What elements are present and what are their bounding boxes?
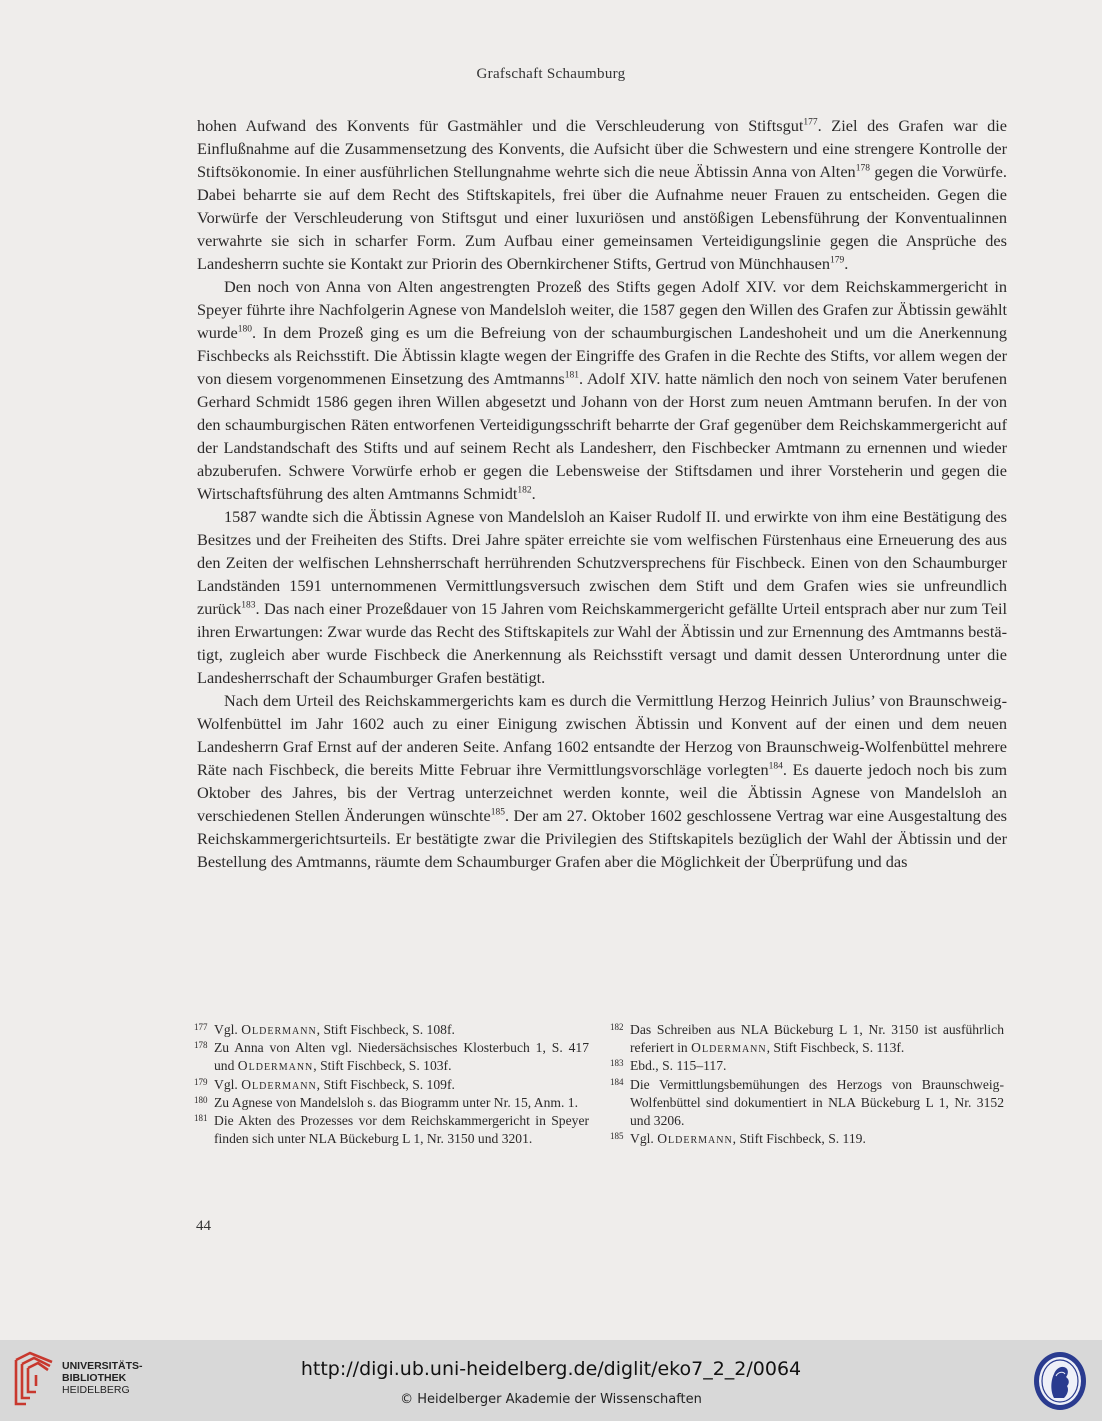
footnote-number: 179 [194,1076,208,1087]
author-name: Oldermann [241,1022,317,1037]
footnotes-right-column [610,1021,1004,1148]
footer-bar [0,1340,1102,1421]
footnote-number: 182 [610,1022,624,1032]
footnote-ref: 179 [830,255,845,266]
footnote-number: 184 [610,1076,624,1087]
footnote-number: 181 [194,1113,208,1124]
footnote-ref: 183 [241,600,256,611]
copyright-notice: © Heidelberger Akademie der Wissenschaften [400,1392,702,1407]
footnote: 182 Das Schreiben aus NLA Bückeburg L 1, Nr. 3150 ist ausführlich referiert in Oldermann, Stift Fischbeck, S. 113f. [610,1022,1004,1056]
footnote: 180 Zu Agnese von Mandelsloh s. das Biogramm unter Nr. 15, Anm. 1. [194,1094,578,1110]
footnote-ref: 178 [855,163,870,174]
footnote: 181 Die Akten des Prozesses vor dem Reichskammergericht in Speyer finden sich unter NLA Bückeburg L 1, Nr. 3150 und 3201. [194,1113,589,1147]
footnote: 179 Vgl. Oldermann, Stift Fischbeck, S. 109f. [194,1076,455,1092]
author-name: Oldermann [691,1040,767,1056]
footnote-number: 177 [194,1022,208,1032]
page-number: 44 [196,1218,211,1234]
running-header: Grafschaft Schaumburg [476,66,626,82]
footnote: 184 Die Vermittlungsbemühungen des Herzogs von Braunschweig-Wolfenbüttel sind dokumentiert in NLA Bückeburg L 1, Nr. 3152 und 3206. [610,1076,1004,1129]
footnote-number: 178 [194,1040,208,1051]
paragraph-1: hohen Aufwand des Konvents für Gastmähler und die Verschleuderung von Stiftsgut$^{177}$. Ziel des Grafen war die Einflußnahme auf die Zusammensetzung des Konvents, die Aufsicht über die Schwestern und eine strengere Kontrolle der Stiftsökonomie. In einer ausführlichen Stellungnahme wehrte sich die neue Äbtissin Anna von Alten$^{178}$ gegen die Vorwürfe. Dabei beharrte sie auf dem Recht des Stiftskapitels, frei über die Aufnahme neuer Frauen zu entscheiden. Gegen die Vorwürfe der Verschleuderung von Stiftsgut und einer luxuriösen und anstößigen Lebensführung der Konventualinnen verwahrte sie sich in scharfer Form. Zum Aufbau einer gemeinsamen Verteidigungslinie gegen die Ansprüche des Landesherrn suchte sie Kontakt zur Priorin des Obernkirchener Stifts, Gertrud von Münchhausen$^{179}$. [197,116,1007,273]
author-name: Oldermann [657,1131,733,1147]
main-text [197,114,1007,873]
institution-name: UNIVERSITÄTS- BIBLIOTHEK HEIDELBERG [62,1360,143,1396]
footnote-number: 180 [194,1094,208,1105]
footnote-ref: 185 [490,807,505,818]
paragraph-4: Nach dem Urteil des Reichskammergerichts kam es durch die Vermittlung Herzog Heinrich Julius’ von Braunschweig-Wolfenbüttel im Jahr 1602 auch zu einer Einigung zwischen Äbtissin und Konvent auf der einen und dem neuen Landesherrn Graf Ernst auf der anderen Seite. Anfang 1602 entsandte der Herzog von Braunschweig-Wolfenbüttel mehrere Räte nach Fischbeck, die bereits Mitte Februar ihre Vermittlungsvorschläge vorlegten$^{184}$. Es dauerte jedoch noch bis zum Oktober des Jahres, bis der Vertrag unterzeichnet werden konnte, weil die Äbtissin Agnese von Mandelsloh an verschiedenen Stellen Änderungen wünschte$^{185}$. Der am 27. Oktober 1602 geschlossene Vertrag war eine Ausgestaltung des Reichskammergerichtsurteils. Er bestätigte zwar die Privilegien des Stiftskapitels bezüglich der Wahl der Äbtissin und der Bestellung des Amtmanns, räumte dem Schaumburger Grafen aber die Möglichkeit der Überprüfung und das [197,691,1007,871]
paragraph-3: 1587 wandte sich die Äbtissin Agnese von Mandelsloh an Kaiser Rudolf II. und erwirkte von ihm eine Bestätigung des Besitzes und der Freiheiten des Stifts. Drei Jahre später erreichte sie vom welfischen Fürstenhaus eine Erneuerung des aus den Zeiten der welfischen Lehnsherrschaft herrührenden Schutzversprechens für Fischbeck. Einen von den Schaumburger Landständen 1591 unternommenen Vermittlungsversuch zwischen dem Stift und dem Grafen wies sie unfreundlich zurück$^{183}$. Das nach einer Prozeßdauer von 15 Jahren vom Reichskammergericht gefällte Urteil entsprach aber nur zum Teil ihren Erwartungen: Zwar wurde das Recht des Stiftskapitels zur Wahl der Äbtissin und zur Ernennung des Amtmanns bestätigt, zugleich aber wurde Fischbeck die Anerkennung als Reichsstift versagt und damit dessen Unterordnung unter die Landesherrschaft der Schaumburger Grafen bestätigt. [197,507,1007,687]
footnote: 183 Ebd., S. 115–117. [610,1058,727,1074]
footnote-number: 183 [610,1058,624,1069]
academy-seal-icon [1032,1350,1088,1412]
footnote: 178 Zu Anna von Alten vgl. Niedersächsisches Klosterbuch 1, S. 417 und Oldermann, Stift Fischbeck, S. 103f. [194,1040,589,1074]
author-name: Oldermann [241,1076,317,1092]
paragraph-2: Den noch von Anna von Alten angestrengten Prozeß des Stifts gegen Adolf XIV. vor dem Reichskammergericht in Speyer führte ihre Nachfolgerin Agnese von Mandelsloh weiter, die 1587 gegen den Willen des Grafen zur Äbtissin gewählt wurde$^{180}$. In dem Prozeß ging es um die Befreiung von der schaumburgischen Landeshoheit und um die Anerkennung Fischbecks als Reichsstift. Die Äbtissin klagte wegen der Eingriffe des Grafen in die Rechte des Stifts, vor allem wegen der von diesem vorgenommenen Einsetzung des Amtmanns$^{181}$. Adolf XIV. hatte nämlich den noch von seinem Vater berufenen Gerhard Schmidt 1586 gegen ihren Willen abgesetzt und Johann von der Horst zum neuen Amtmann berufen. In der von den schaumburgischen Räten entworfenen Verteidigungsschrift beharrte der Graf gegenüber dem Reichskammergericht auf der Landstandschaft des Stifts und auf seinem Recht als Landesherr, den Fischbecker Amtmann zu ernennen und wieder abzuberufen. Schwere Vorwürfe erhob er gegen die Lebensweise der Stiftsdamen und ihrer Vorsteherin und gegen die Wirtschaftsführung des alten Amtmanns Schmidt$^{182}$. [197,277,1007,503]
footnote-ref: 180 [237,324,252,335]
footnote: 185 Vgl. Oldermann, Stift Fischbeck, S. 119. [610,1131,866,1147]
footnote-ref: 184 [768,761,783,772]
footnote-ref: 177 [803,117,818,128]
footnote-ref: 181 [564,370,580,381]
footnote-ref: 182 [517,485,532,496]
permalink-url[interactable]: http://digi.ub.uni-heidelberg.de/diglit/eko7_2_2/0064 [300,1358,802,1380]
footnote-number: 185 [610,1131,624,1142]
author-name: Oldermann [237,1058,314,1074]
footnotes-left-column [194,1021,589,1148]
footnote: 177 Vgl. Oldermann, Stift Fischbeck, S. 108f. [194,1022,455,1037]
